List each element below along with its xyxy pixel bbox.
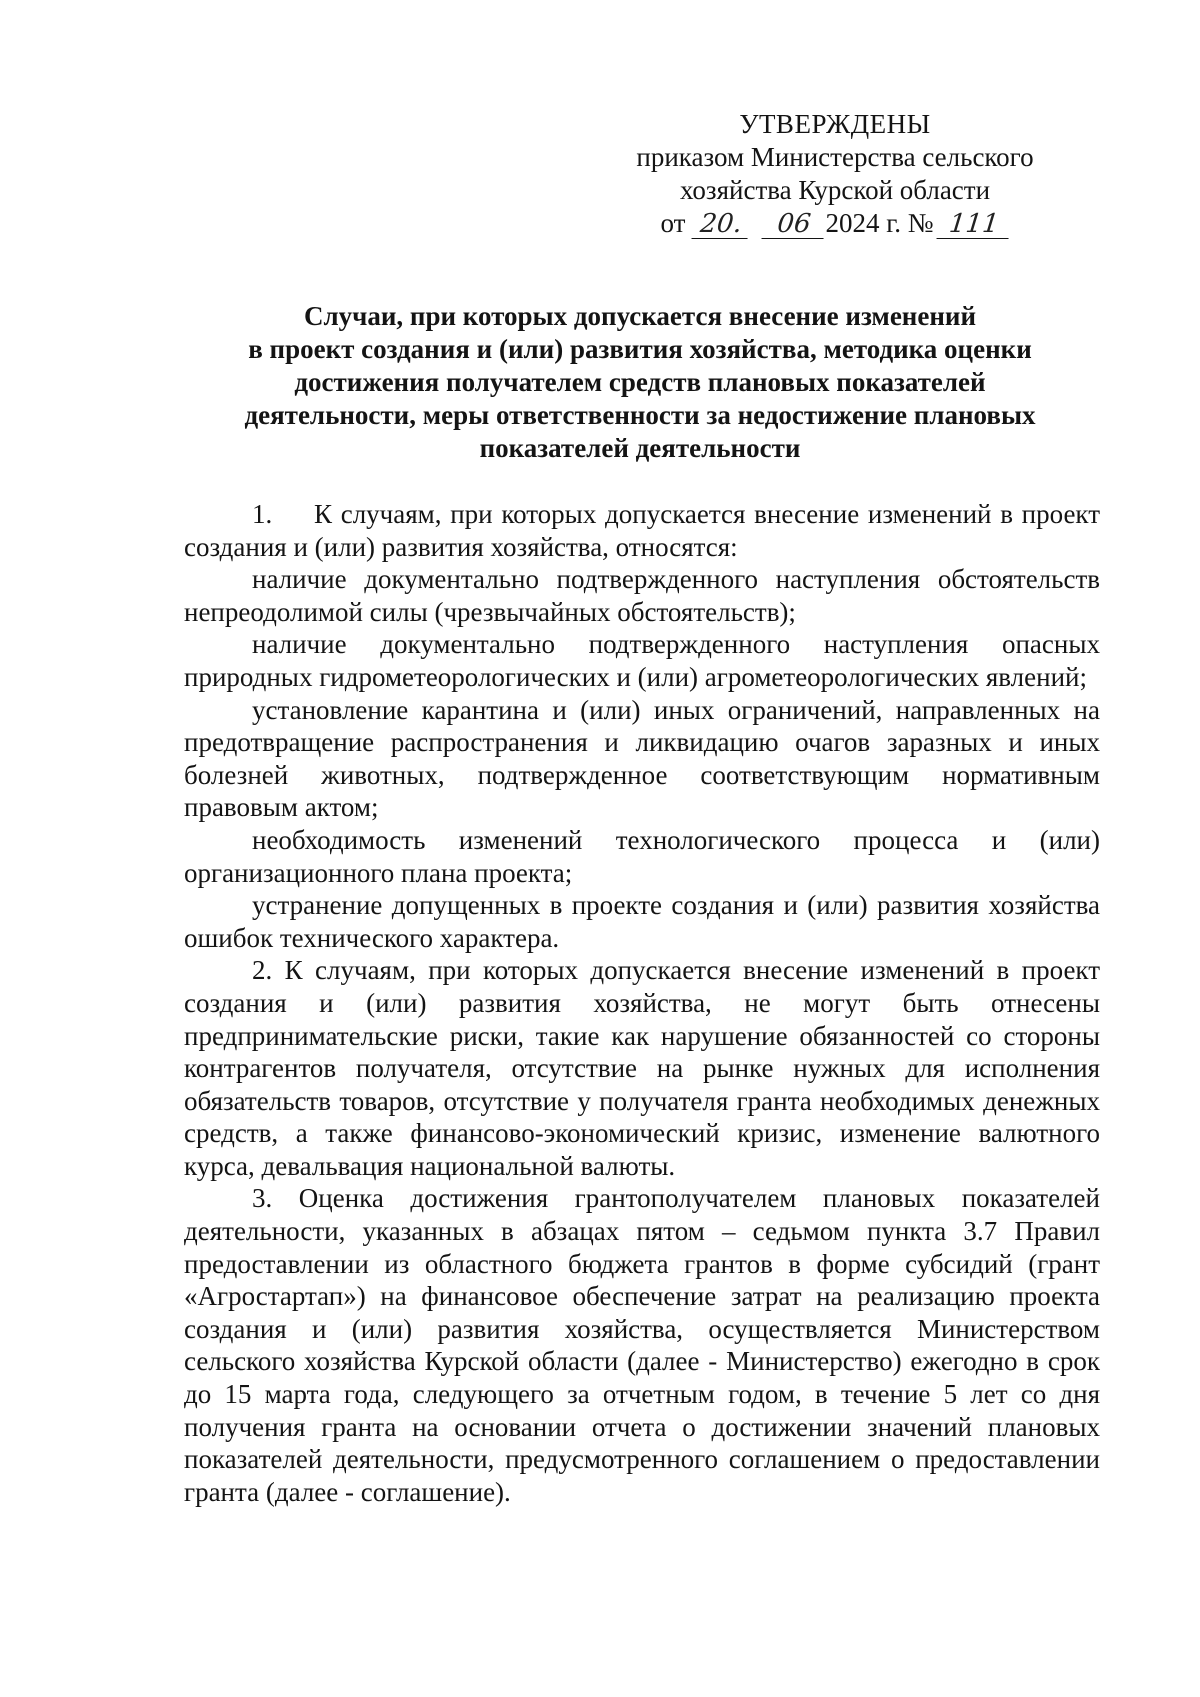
paragraph-8: 3. Оценка достижения грантополучателем плановых показателей деятельности, указанных в абзацах пятом – седьмом пункта 3.7 Правил предоставлении из областного бюджета грантов в форме субсидий (грант «Агростартап») на финансовое обеспечение затрат на реализацию проекта создания и (или) развития хозяйства, осуществляется Министерством сельского хозяйства Курской области (далее - Министерство) ежегодно в срок до 15 марта года, следующего за отчетным годом, в течение 5 лет со дня получения гранта на основании отчета о достижении значений плановых показателей деятельности, предусмотренного соглашением о предоставлении гранта (далее - соглашение). (184, 1183, 1100, 1507)
paragraph-4: установление карантина и (или) иных ограничений, направленных на предотвращение распространения и ликвидацию очагов заразных и иных болезней животных, подтвержденное соответствующим нормативным правовым актом; (184, 694, 1100, 823)
approval-stamp-block (600, 108, 1070, 240)
approval-line-2: хозяйства Курской области (679, 175, 991, 205)
title-line: деятельности, меры ответственности за недостижение плановых (244, 400, 1036, 430)
paragraph-1-text: К случаям, при которых допускается внесение изменений в проект создания и (или) развития хозяйства, относятся: (184, 499, 1100, 562)
paragraph-7: 2. К случаям, при которых допускается внесение изменений в проект создания и (или) развития хозяйства, не могут быть отнесены предпринимательские риски, такие как нарушение обязанностей со стороны контрагентов получателя, отсутствие на рынке нужных для исполнения обязательств товаров, отсутствие у получателя гранта необходимых денежных средств, а также финансово-экономический кризис, изменение валютного курса, девальвация национальной валюты. (184, 955, 1100, 1181)
paragraph-6: устранение допущенных в проекте создания и (или) развития хозяйства ошибок технического характера. (184, 890, 1100, 953)
title-line: показателей деятельности (479, 433, 801, 463)
date-year-label: 2024 г. № (825, 208, 934, 238)
document-body (184, 498, 1100, 1508)
paragraph-3: наличие документально подтвержденного наступления опасных природных гидрометеорологических и (или) агрометеорологических явлений; (184, 629, 1100, 692)
paragraph-1 (184, 498, 1100, 563)
handwritten-day: 20. (692, 210, 751, 239)
approval-date-line (600, 207, 1070, 240)
approval-title: УТВЕРЖДЕНЫ (739, 109, 931, 139)
approval-line-1: приказом Министерства сельского (636, 142, 1034, 172)
title-line: Случаи, при которых допускается внесение изменений (303, 301, 977, 331)
paragraph-1-number: 1. (252, 499, 273, 529)
paragraph-5: необходимость изменений технологического процесса и (или) организационного плана проекта; (184, 824, 1100, 888)
paragraph-2: наличие документально подтвержденного наступления обстоятельств непреодолимой силы (чрезвычайных обстоятельств); (184, 564, 1100, 627)
date-prefix: от (660, 208, 686, 238)
handwritten-order-number: 111 (936, 210, 1011, 239)
document-title (200, 300, 1080, 465)
title-line: в проект создания и (или) развития хозяйства, методика оценки (248, 334, 1032, 364)
handwritten-month: 06 (762, 210, 827, 239)
title-line: достижения получателем средств плановых показателей (294, 367, 986, 397)
